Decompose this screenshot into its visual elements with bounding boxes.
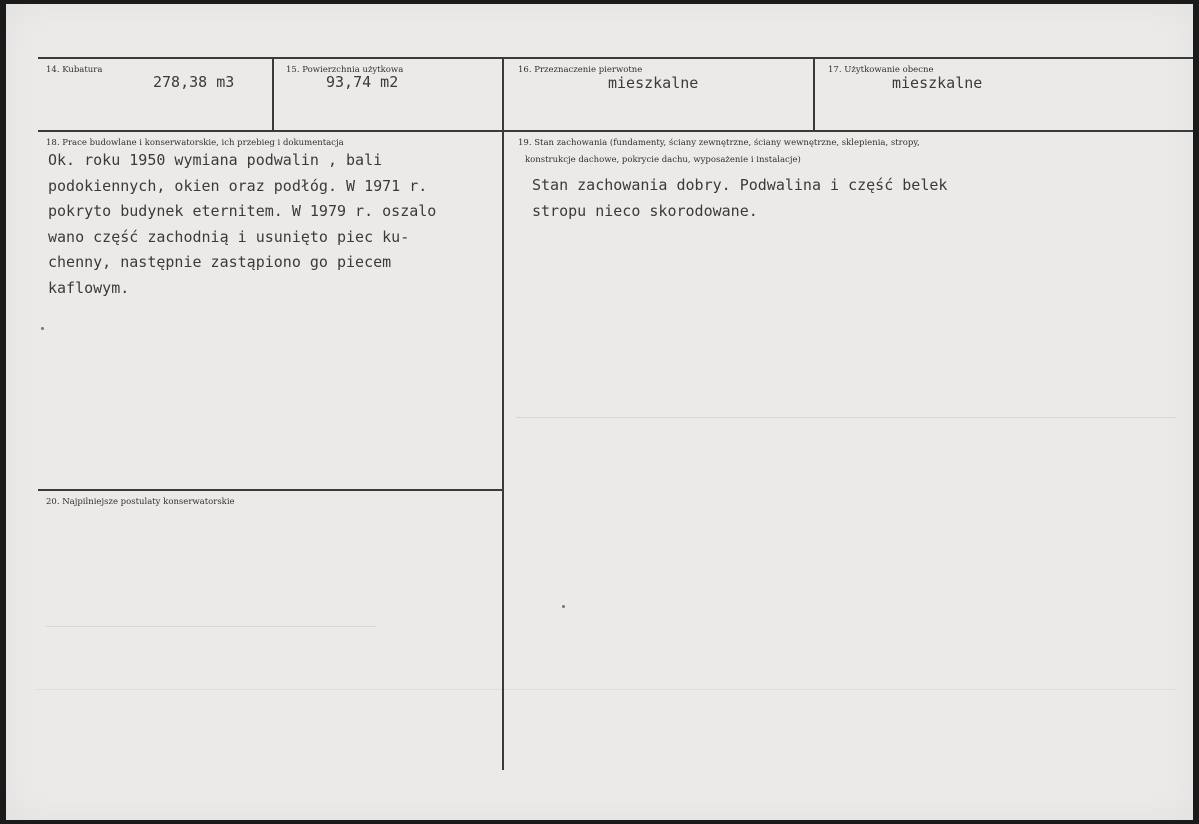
text-line: kaflowym. xyxy=(48,278,130,297)
text-line: wano część zachodnią i usunięto piec ku- xyxy=(48,227,410,246)
label-stan-1: 19. Stan zachowania (fundamenty, ściany zewnętrzne, ściany wewnętrzne, sklepienia, stropy, xyxy=(518,138,920,148)
label-kubatura: 14. Kubatura xyxy=(46,65,103,75)
label-uzytkowanie: 17. Użytkowanie obecne xyxy=(828,65,934,75)
top-rule xyxy=(38,57,1193,59)
label-prace: 18. Prace budowlane i konserwatorskie, ich przebieg i dokumentacja xyxy=(46,138,344,148)
inventory-card xyxy=(6,4,1193,820)
divider-16-17 xyxy=(813,58,815,131)
ink-speck xyxy=(41,327,44,330)
text-prace xyxy=(48,148,436,301)
ghost-line xyxy=(516,417,1176,418)
row-rule-1 xyxy=(38,130,1193,132)
value-uzytkowanie: mieszkalne xyxy=(892,74,983,92)
label-stan-2: konstrukcje dachowe, pokrycie dachu, wyposażenie i instalacje) xyxy=(525,155,801,165)
ghost-line xyxy=(46,626,376,627)
label-postulaty: 20. Najpilniejsze postulaty konserwatorskie xyxy=(46,497,235,507)
label-powierzchnia: 15. Powierzchnia użytkowa xyxy=(286,65,404,75)
ghost-line xyxy=(36,689,1176,690)
text-line: pokryto budynek eternitem. W 1979 r. oszalo xyxy=(48,202,437,220)
text-line: stropu nieco skorodowane. xyxy=(532,201,758,220)
value-przeznaczenie: mieszkalne xyxy=(608,74,699,92)
value-kubatura: 278,38 m3 xyxy=(153,73,235,91)
label-przeznaczenie: 16. Przeznaczenie pierwotne xyxy=(518,65,643,75)
text-line: Ok. roku 1950 wymiana podwalin , bali xyxy=(48,151,383,169)
text-line: Stan zachowania dobry. Podwalina i część belek xyxy=(532,176,948,194)
text-line: chenny, następnie zastąpiono go piecem xyxy=(48,253,392,271)
row-rule-2 xyxy=(38,489,504,491)
divider-14-15 xyxy=(272,58,274,131)
divider-center xyxy=(502,58,504,770)
text-stan xyxy=(532,173,947,224)
value-powierzchnia: 93,74 m2 xyxy=(326,73,399,91)
ink-speck xyxy=(562,605,565,608)
text-line: podokiennych, okien oraz podłóg. W 1971 r. xyxy=(48,176,428,195)
